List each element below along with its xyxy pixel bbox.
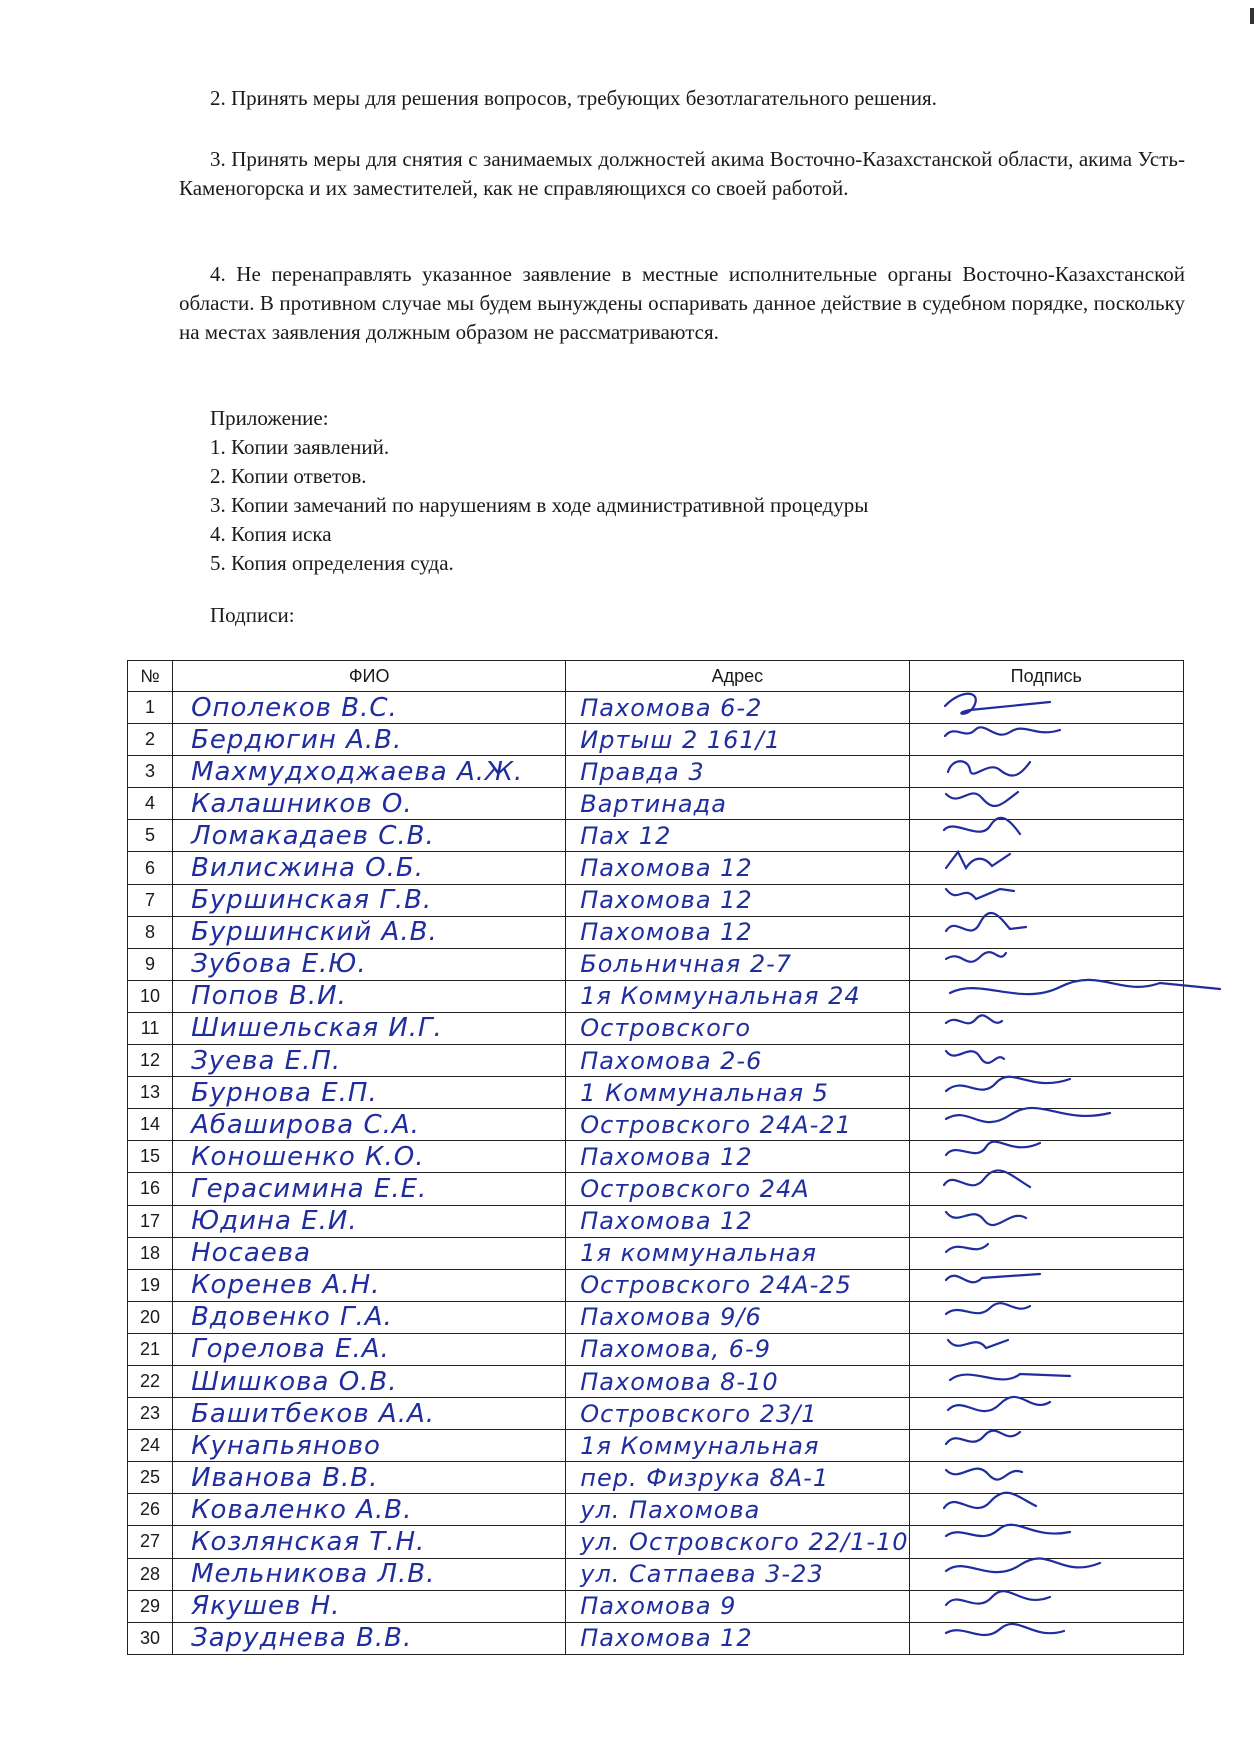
paragraph-3-text: 3. Принять меры для снятия с занимаемых должностей акима Восточно-Казахстанской области, акима Усть-Каменогорска и их заместителей, как не справляющихся со своей работой.: [179, 147, 1185, 200]
signature-icon: [940, 1330, 1240, 1366]
header-address: Адрес: [566, 661, 909, 692]
row-address: Островского 24А-25: [566, 1269, 909, 1301]
signature-icon: [940, 945, 1240, 981]
signature-icon: [940, 1266, 1240, 1302]
paragraph-3: [179, 145, 1185, 203]
row-signature: [909, 724, 1183, 756]
signature-stroke: [944, 1171, 1030, 1188]
row-signature: [909, 1333, 1183, 1365]
signature-stroke: [946, 1244, 988, 1252]
row-fio: Шишельская И.Г.: [173, 1012, 566, 1044]
row-address: Пахомова 12: [566, 884, 909, 916]
row-fio: Коваленко А.В.: [173, 1494, 566, 1526]
row-address: Пахомова 12: [566, 1205, 909, 1237]
signature-stroke: [946, 1015, 1002, 1023]
row-fio: Юдина Е.И.: [173, 1205, 566, 1237]
row-signature: [909, 820, 1183, 852]
row-signature: [909, 788, 1183, 820]
row-number: 28: [128, 1558, 173, 1590]
row-number: 27: [128, 1526, 173, 1558]
table-row: [128, 756, 1184, 788]
signature-icon: [940, 1073, 1240, 1109]
table-row: [128, 820, 1184, 852]
row-number: 4: [128, 788, 173, 820]
signature-stroke: [946, 852, 1010, 868]
table-row: [128, 1109, 1184, 1141]
row-signature: [909, 692, 1183, 724]
signature-stroke: [946, 1142, 1040, 1155]
signature-icon: [940, 1490, 1240, 1526]
signature-stroke: [946, 1558, 1100, 1572]
row-signature: [909, 1558, 1183, 1590]
table-row: [128, 692, 1184, 724]
row-signature: [909, 1109, 1183, 1141]
signature-stroke: [945, 694, 1050, 714]
row-signature: [909, 1430, 1183, 1462]
table-row: [128, 1141, 1184, 1173]
row-number: 3: [128, 756, 173, 788]
row-fio: Буршинский А.В.: [173, 916, 566, 948]
row-number: 22: [128, 1365, 173, 1397]
row-fio: Герасимина Е.Е.: [173, 1173, 566, 1205]
row-signature: [909, 1365, 1183, 1397]
row-signature: [909, 884, 1183, 916]
row-fio: Якушев Н.: [173, 1590, 566, 1622]
row-signature: [909, 1077, 1183, 1109]
row-signature: [909, 1045, 1183, 1077]
appendix-item: 1. Копии заявлений.: [210, 435, 390, 459]
row-number: 26: [128, 1494, 173, 1526]
row-fio: Бурнова Е.П.: [173, 1077, 566, 1109]
appendix-item: 3. Копии замечаний по нарушениям в ходе административной процедуры: [210, 493, 869, 517]
table-row: [128, 1398, 1184, 1430]
table-row: [128, 1462, 1184, 1494]
row-fio: Козлянская Т.Н.: [173, 1526, 566, 1558]
row-fio: Вилисжина О.Б.: [173, 852, 566, 884]
signature-icon: [940, 1041, 1240, 1077]
signature-stroke: [950, 980, 1220, 994]
table-row: [128, 1077, 1184, 1109]
row-signature: [909, 1012, 1183, 1044]
row-address: ул. Сатпаева 3-23: [566, 1558, 909, 1590]
signature-stroke: [946, 1108, 1110, 1122]
table-row: [128, 1045, 1184, 1077]
table-row: [128, 884, 1184, 916]
row-address: Островского 24А-21: [566, 1109, 909, 1141]
signature-icon: [940, 1362, 1240, 1398]
signature-icon: [940, 881, 1240, 917]
row-number: 21: [128, 1333, 173, 1365]
signature-icon: [940, 977, 1240, 1013]
row-fio: Ломакадаев С.В.: [173, 820, 566, 852]
signature-icon: [940, 1105, 1240, 1141]
table-row: [128, 1333, 1184, 1365]
table-row: [128, 1622, 1184, 1654]
row-number: 14: [128, 1109, 173, 1141]
signature-icon: [940, 1234, 1240, 1270]
row-address: ул. Пахомова: [566, 1494, 909, 1526]
row-signature: [909, 756, 1183, 788]
row-address: Больничная 2-7: [566, 948, 909, 980]
row-fio: Мельникова Л.В.: [173, 1558, 566, 1590]
signatures-label: Подписи:: [210, 603, 295, 627]
row-fio: Махмудходжаева А.Ж.: [173, 756, 566, 788]
table-row: [128, 724, 1184, 756]
table-header-row: [128, 661, 1184, 692]
signature-icon: [940, 752, 1240, 788]
row-number: 12: [128, 1045, 173, 1077]
signature-stroke: [946, 1591, 1050, 1605]
row-address: 1я Коммунальная: [566, 1430, 909, 1462]
signatures-table: [127, 660, 1184, 1655]
header-num: №: [128, 661, 173, 692]
row-fio: Кунапьяново: [173, 1430, 566, 1462]
signature-stroke: [946, 952, 1006, 962]
table-row: [128, 1205, 1184, 1237]
signature-icon: [940, 816, 1240, 852]
row-address: 1я Коммунальная 24: [566, 980, 909, 1012]
row-number: 13: [128, 1077, 173, 1109]
row-address: Пахомова 6-2: [566, 692, 909, 724]
paragraph-4-text: 4. Не перенаправлять указанное заявление в местные исполнительные органы Восточно-Казахстанской области. В противном случае мы будем вынуждены оспаривать данное действие в судебном порядке, поскольку на местах заявления должным образом не рассматриваются.: [179, 262, 1185, 344]
signature-icon: [940, 1458, 1240, 1494]
signature-stroke: [946, 889, 1014, 899]
paragraph-2-text: 2. Принять меры для решения вопросов, требующих безотлагательного решения.: [210, 86, 937, 110]
row-signature: [909, 1301, 1183, 1333]
row-signature: [909, 1622, 1183, 1654]
signature-icon: [940, 1587, 1240, 1623]
row-address: 1 Коммунальная 5: [566, 1077, 909, 1109]
row-address: Правда 3: [566, 756, 909, 788]
table-row: [128, 1430, 1184, 1462]
row-number: 19: [128, 1269, 173, 1301]
signature-icon: [940, 784, 1240, 820]
signature-stroke: [948, 761, 1030, 775]
row-fio: Зубова Е.Ю.: [173, 948, 566, 980]
row-number: 18: [128, 1237, 173, 1269]
row-signature: [909, 1526, 1183, 1558]
signature-icon: [940, 913, 1240, 949]
row-fio: Калашников О.: [173, 788, 566, 820]
table-row: [128, 1269, 1184, 1301]
table-row: [128, 1173, 1184, 1205]
signature-icon: [940, 720, 1240, 756]
row-address: Вартинада: [566, 788, 909, 820]
row-signature: [909, 948, 1183, 980]
table-row: [128, 1012, 1184, 1044]
row-signature: [909, 1590, 1183, 1622]
row-signature: [909, 1494, 1183, 1526]
row-number: 20: [128, 1301, 173, 1333]
row-address: Пахомова 12: [566, 1141, 909, 1173]
row-number: 29: [128, 1590, 173, 1622]
row-fio: Буршинская Г.В.: [173, 884, 566, 916]
signature-stroke: [950, 1374, 1070, 1380]
table-row: [128, 1590, 1184, 1622]
row-number: 5: [128, 820, 173, 852]
table-row: [128, 948, 1184, 980]
row-signature: [909, 1237, 1183, 1269]
appendix-item: 2. Копии ответов.: [210, 464, 367, 488]
signature-stroke: [946, 1077, 1070, 1091]
signature-icon: [940, 1555, 1240, 1591]
row-signature: [909, 852, 1183, 884]
row-address: Островского: [566, 1012, 909, 1044]
row-address: Пахомова 12: [566, 852, 909, 884]
signature-icon: [940, 1202, 1240, 1238]
row-number: 2: [128, 724, 173, 756]
paragraph-4: [179, 260, 1185, 347]
signature-icon: [940, 1169, 1240, 1205]
row-number: 23: [128, 1398, 173, 1430]
signature-icon: [940, 848, 1240, 884]
table-row: [128, 1494, 1184, 1526]
row-number: 6: [128, 852, 173, 884]
row-signature: [909, 916, 1183, 948]
signature-stroke: [946, 1624, 1064, 1635]
row-signature: [909, 1141, 1183, 1173]
row-address: Островского 23/1: [566, 1398, 909, 1430]
signature-icon: [940, 1009, 1240, 1045]
row-number: 24: [128, 1430, 173, 1462]
signature-icon: [940, 1426, 1240, 1462]
row-fio: Носаева: [173, 1237, 566, 1269]
row-fio: Бердюгин А.В.: [173, 724, 566, 756]
row-address: Пахомова 8-10: [566, 1365, 909, 1397]
row-fio: Зуева Е.П.: [173, 1045, 566, 1077]
signature-stroke: [944, 1493, 1036, 1508]
row-signature: [909, 1269, 1183, 1301]
row-signature: [909, 980, 1183, 1012]
row-fio: Коренев А.Н.: [173, 1269, 566, 1301]
row-number: 15: [128, 1141, 173, 1173]
row-address: Иртыш 2 161/1: [566, 724, 909, 756]
row-fio: Шишкова О.В.: [173, 1365, 566, 1397]
table-row: [128, 980, 1184, 1012]
signature-icon: [940, 1394, 1240, 1430]
signature-stroke: [948, 1340, 1008, 1348]
row-address: Пахомова 9: [566, 1590, 909, 1622]
table-row: [128, 1558, 1184, 1590]
row-fio: Попов В.И.: [173, 980, 566, 1012]
row-number: 1: [128, 692, 173, 724]
row-signature: [909, 1205, 1183, 1237]
row-address: Пахомова 9/6: [566, 1301, 909, 1333]
signature-stroke: [946, 1274, 1040, 1282]
signature-stroke: [946, 913, 1026, 931]
signature-stroke: [946, 1525, 1070, 1536]
row-number: 8: [128, 916, 173, 948]
row-signature: [909, 1398, 1183, 1430]
signature-icon: [940, 1298, 1240, 1334]
row-address: пер. Физрука 8А-1: [566, 1462, 909, 1494]
signature-icon: [940, 1522, 1240, 1558]
row-signature: [909, 1462, 1183, 1494]
table-row: [128, 852, 1184, 884]
signature-icon: [940, 1137, 1240, 1173]
table-row: [128, 1365, 1184, 1397]
row-number: 25: [128, 1462, 173, 1494]
row-fio: Вдовенко Г.А.: [173, 1301, 566, 1333]
row-number: 16: [128, 1173, 173, 1205]
signature-stroke: [948, 1397, 1050, 1411]
table-row: [128, 1526, 1184, 1558]
row-fio: Башитбеков А.А.: [173, 1398, 566, 1430]
scan-mark: [1250, 8, 1254, 24]
appendix-item: 4. Копия иска: [210, 522, 332, 546]
row-signature: [909, 1173, 1183, 1205]
row-number: 30: [128, 1622, 173, 1654]
signature-stroke: [946, 792, 1018, 806]
table-row: [128, 1301, 1184, 1333]
row-number: 11: [128, 1012, 173, 1044]
signature-stroke: [945, 727, 1060, 736]
row-address: Пахомова 12: [566, 916, 909, 948]
header-fio: ФИО: [173, 661, 566, 692]
row-number: 7: [128, 884, 173, 916]
header-signature: Подпись: [909, 661, 1183, 692]
row-number: 9: [128, 948, 173, 980]
signature-stroke: [946, 1469, 1022, 1480]
appendix: [210, 404, 868, 578]
appendix-item: 5. Копия определения суда.: [210, 551, 454, 575]
row-address: 1я коммунальная: [566, 1237, 909, 1269]
row-address: Пахомова 2-6: [566, 1045, 909, 1077]
signature-stroke: [946, 1212, 1026, 1225]
row-number: 17: [128, 1205, 173, 1237]
row-fio: Ополеков В.С.: [173, 692, 566, 724]
row-fio: Горелова Е.А.: [173, 1333, 566, 1365]
signature-icon: [940, 1619, 1240, 1655]
row-number: 10: [128, 980, 173, 1012]
row-fio: Иванова В.В.: [173, 1462, 566, 1494]
table-row: [128, 1237, 1184, 1269]
row-address: Пахомова 12: [566, 1622, 909, 1654]
row-fio: Абаширова С.А.: [173, 1109, 566, 1141]
row-address: ул. Островского 22/1-10: [566, 1526, 909, 1558]
signatures-table-body: [128, 692, 1184, 1655]
table-row: [128, 916, 1184, 948]
signature-stroke: [944, 818, 1020, 834]
row-address: Пахомова, 6-9: [566, 1333, 909, 1365]
row-fio: Заруднева В.В.: [173, 1622, 566, 1654]
signature-stroke: [946, 1051, 1004, 1063]
paragraph-2: [179, 84, 1185, 113]
appendix-title: Приложение:: [210, 406, 329, 430]
signature-icon: [940, 688, 1240, 724]
row-fio: Коношенко К.О.: [173, 1141, 566, 1173]
row-address: Островского 24А: [566, 1173, 909, 1205]
row-address: Пах 12: [566, 820, 909, 852]
signature-stroke: [946, 1431, 1020, 1444]
table-row: [128, 788, 1184, 820]
signature-stroke: [946, 1303, 1030, 1314]
